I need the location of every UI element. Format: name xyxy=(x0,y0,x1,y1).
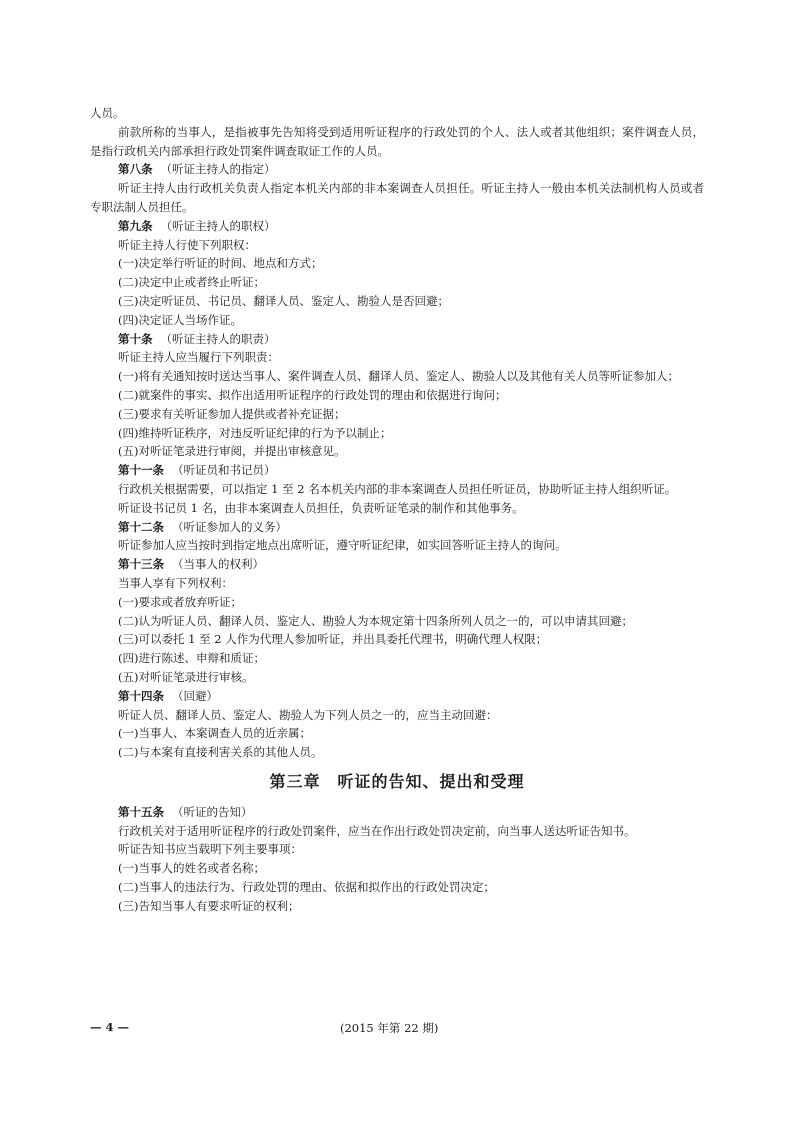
article-title: （听证主持人的职责） xyxy=(160,331,276,346)
article-number: 第十一条 xyxy=(118,463,164,478)
list-item: (四)进行陈述、申辩和质证； xyxy=(118,651,265,666)
article-number: 第九条 xyxy=(118,218,153,233)
paragraph: 听证人员、翻译人员、鉴定人、勘验人为下列人员之一的，应当主动回避： xyxy=(118,707,498,722)
article-number: 第十四条 xyxy=(118,688,164,703)
paragraph: 听证告知书应当载明下列主要事项： xyxy=(118,842,302,857)
paragraph: 行政机关根据需要，可以指定 1 至 2 名本机关内部的非本案调查人员担任听证员，协助听证主持人组织听证。 xyxy=(118,481,677,496)
list-item: (二)决定中止或者终止听证； xyxy=(118,275,265,290)
list-item: (二)当事人的违法行为、行政处罚的理由、依据和拟作出的行政处罚决定； xyxy=(118,880,495,895)
list-item: (二)认为听证人员、翻译人员、鉴定人、勘验人为本规定第十四条所列人员之一的，可以申请其回避； xyxy=(118,613,633,628)
article-heading xyxy=(90,803,704,822)
list-item: (三)决定听证员、书记员、翻译人员、鉴定人、勘验人是否回避； xyxy=(118,293,449,308)
article-heading xyxy=(90,217,704,236)
page-number: — 4 — xyxy=(90,1020,130,1034)
list-item: (五)对听证笔录进行审阅，并提出审核意见。 xyxy=(118,444,346,459)
article-title: （听证的告知） xyxy=(172,804,253,819)
article-number: 第十三条 xyxy=(118,557,164,572)
article-heading xyxy=(90,461,704,480)
list-item: (五)对听证笔录进行审核。 xyxy=(118,669,254,684)
article-title: （听证参加人的义务） xyxy=(172,519,287,534)
list-item: (三)告知当事人有要求听证的权利； xyxy=(118,898,300,913)
issue-label: (2015 年第 22 期) xyxy=(340,1021,439,1035)
list-item: (一)将有关通知按时送达当事人、案件调查人员、翻译人员、鉴定人、勘验人以及其他有关人员等听证参加人； xyxy=(118,369,679,384)
paragraph: 听证主持人由行政机关负责人指定本机关内部的非本案调查人员担任。听证主持人一般由本机关法制机构人员或者专职法制人员担任。 xyxy=(90,181,704,214)
list-item: (二)就案件的事实、拟作出适用听证程序的行政处罚的理由和依据进行询问； xyxy=(118,387,507,402)
paragraph: 当事人享有下列权利： xyxy=(118,575,233,590)
article-title: （听证员和书记员） xyxy=(172,463,276,478)
list-item: (一)决定举行听证的时间、地点和方式； xyxy=(118,256,323,271)
paragraph: 行政机关对于适用听证程序的行政处罚案件，应当在作出行政处罚决定前，向当事人送达听证告知书。 xyxy=(118,823,636,838)
article-heading xyxy=(90,687,704,706)
paragraph: 前款所称的当事人，是指被事先告知将受到适用听证程序的行政处罚的个人、法人或者其他组织；案件调查人员，是指行政机关内部承担行政处罚案件调查取证工作的人员。 xyxy=(90,124,704,158)
article-number: 第八条 xyxy=(118,162,153,177)
list-item: (一)当事人、本案调查人员的近亲属； xyxy=(118,726,311,741)
chapter-heading: 第三章 听证的告知、提出和受理 xyxy=(269,771,525,791)
paragraph: 听证参加人应当按时到指定地点出席听证，遵守听证纪律，如实回答听证主持人的询问。 xyxy=(118,538,567,553)
list-item: (四)维持听证秩序，对违反听证纪律的行为予以制止； xyxy=(118,425,392,440)
paragraph: 人员。 xyxy=(90,106,125,120)
list-item: (三)可以委托 1 至 2 人作为代理人参加听证，并出具委托代理书，明确代理人权限； xyxy=(118,632,548,647)
list-item: (四)决定证人当场作证。 xyxy=(118,312,242,327)
list-item: (三)要求有关听证参加人提供或者补充证据； xyxy=(118,406,346,421)
article-heading xyxy=(90,330,704,349)
article-heading xyxy=(90,518,704,537)
paragraph: 听证主持人行使下列职权： xyxy=(118,237,256,252)
article-title: （听证主持人的职权） xyxy=(160,218,276,233)
document-body xyxy=(90,104,704,916)
article-heading xyxy=(90,160,704,179)
article-heading xyxy=(90,555,704,574)
list-item: (一)要求或者放弃听证； xyxy=(118,594,242,609)
article-number: 第十条 xyxy=(118,331,153,346)
article-title: （回避） xyxy=(172,688,218,703)
article-number: 第十五条 xyxy=(118,804,164,819)
paragraph: 听证主持人应当履行下列职责： xyxy=(118,350,279,365)
list-item: (二)与本案有直接利害关系的其他人员。 xyxy=(118,745,323,760)
page-footer xyxy=(90,1020,704,1040)
paragraph: 听证设书记员 1 名，由非本案调查人员担任，负责听证笔录的制作和其他事务。 xyxy=(118,500,524,515)
article-title: （听证主持人的指定） xyxy=(160,162,276,177)
article-number: 第十二条 xyxy=(118,519,164,534)
list-item: (一)当事人的姓名或者名称； xyxy=(118,861,265,876)
article-title: （当事人的权利） xyxy=(172,557,264,572)
